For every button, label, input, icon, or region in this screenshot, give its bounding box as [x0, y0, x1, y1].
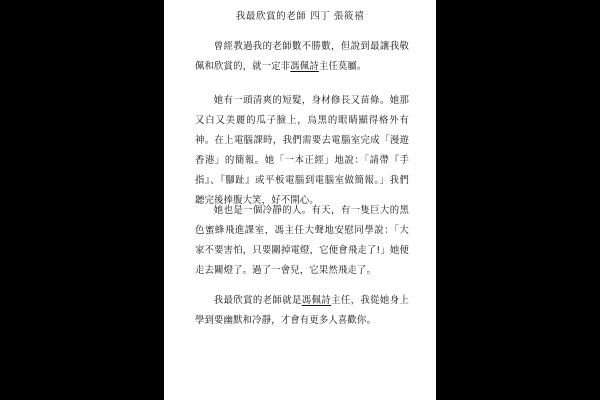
paragraph-1-text: 曾經教過我的老師數不勝數，但說到最讓我敬佩和欣賞的，就一定非: [195, 41, 409, 72]
paragraph-4-text-end: 主任，我從她身上學到要幽默和冷靜，才會有更多人喜歡你。: [195, 295, 410, 326]
paragraph-2-text: 她有一頭清爽的短髮，身材修長又苗條。她那又白又美麗的瓜子臉上，烏黑的眼睛顯得格外有神。在上電腦課時，我們需要去電腦室完成「漫遊香港」的簡報。她「一本正經」地說：「請帶『手指』、『腳趾』或平板電腦到電腦室做簡報。」我們聽完後捧腹大笑，好不開心。: [195, 95, 409, 206]
paragraph-2: [195, 91, 409, 211]
paragraph-3-text: 她也是一個冷靜的人。有天，有一隻巨大的黑色蜜蜂飛進課室，馮主任大聲地安慰同學說：「大家不要害怕，只要關掉電燈，它便會飛走了!」她便走去關燈了。過了一會兒，它果然飛走了。: [195, 205, 409, 276]
paragraph-1: [195, 37, 409, 77]
paragraph-3: [195, 201, 409, 281]
document-title: 我最欣賞的老師 四丁 張筱禧: [235, 11, 365, 22]
teacher-name-underlined: 馮佩詩: [290, 61, 319, 72]
paragraph-4: [195, 291, 409, 331]
paragraph-1-text-end: 主任莫屬。: [318, 61, 367, 72]
teacher-name-underlined: 馮佩詩: [301, 295, 332, 306]
document-page: [164, 0, 436, 400]
paragraph-4-text: 我最欣賞的老師就是: [213, 295, 302, 306]
